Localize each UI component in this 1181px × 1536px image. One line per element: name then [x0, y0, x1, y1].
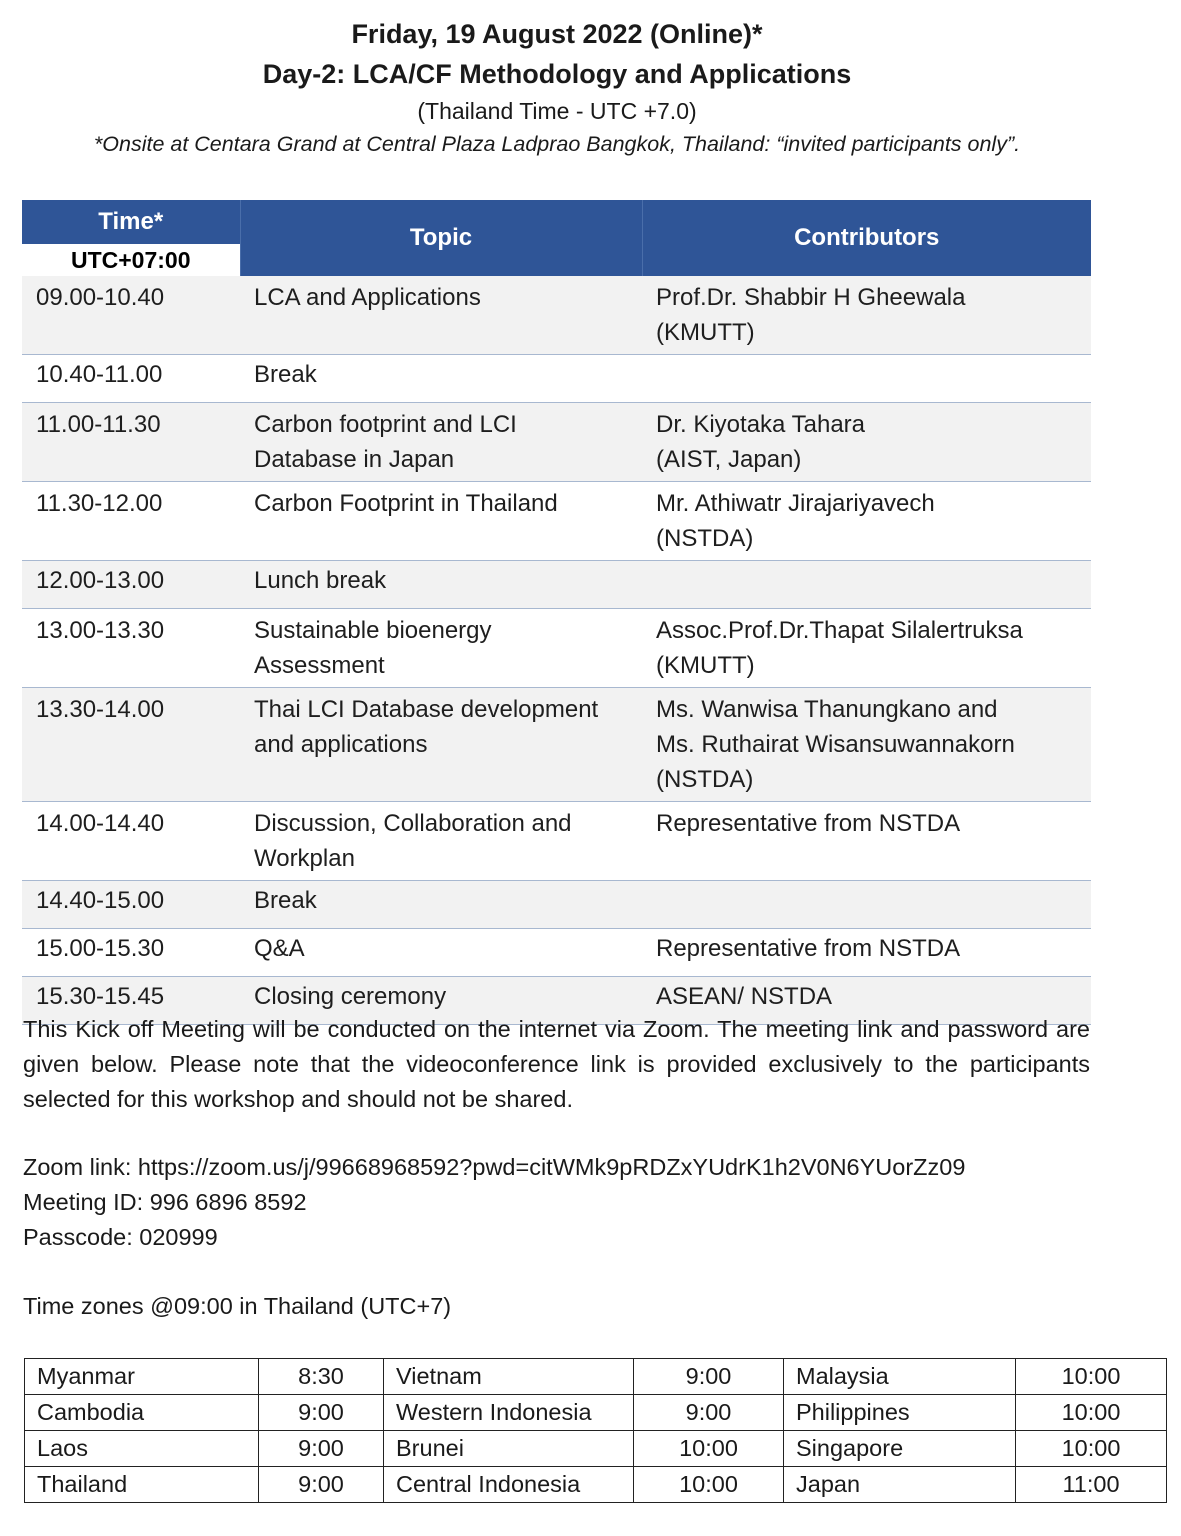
- timezone-time: 10:00: [1016, 1395, 1167, 1431]
- topic-line: Workplan: [254, 845, 355, 872]
- page-subtitle-heading: Day-2: LCA/CF Methodology and Applications: [262, 59, 852, 89]
- cell-time: 15.30-15.45: [22, 977, 240, 1025]
- topic-line: LCA and Applications: [254, 284, 481, 311]
- cell-time: 15.00-15.30: [22, 929, 240, 977]
- cell-contributors: [642, 276, 1091, 355]
- topic-line: Break: [254, 361, 317, 388]
- topic-line: Q&A: [254, 935, 305, 962]
- cell-topic: [240, 688, 642, 802]
- table-row: [22, 609, 1091, 688]
- timezone-country: Thailand: [25, 1467, 259, 1503]
- contributor-line: Assoc.Prof.Dr.Thapat Silalertruksa: [656, 617, 1023, 644]
- timezones-heading: Time zones @09:00 in Thailand (UTC+7): [23, 1293, 452, 1319]
- column-header-time: [22, 200, 240, 276]
- schedule-table: [22, 200, 1091, 1025]
- zoom-details: [23, 1150, 965, 1255]
- column-header-time-label: Time*: [98, 208, 164, 235]
- cell-time: 12.00-13.00: [22, 561, 240, 609]
- passcode: Passcode: 020999: [23, 1224, 218, 1250]
- cell-time: 13.00-13.30: [22, 609, 240, 688]
- timezone-time: 9:00: [259, 1467, 384, 1503]
- topic-line: and applications: [254, 731, 428, 758]
- cell-time: 14.40-15.00: [22, 881, 240, 929]
- timezone-country: Vietnam: [384, 1359, 634, 1395]
- zoom-link[interactable]: Zoom link: https://zoom.us/j/99668968592?pwd=citWMk9pRDZxYUdrK1h2V0N6YUorZz09: [23, 1154, 966, 1180]
- timezone-row: [25, 1359, 1167, 1395]
- cell-topic: [240, 561, 642, 609]
- table-row: [22, 561, 1091, 609]
- topic-line: Closing ceremony: [254, 983, 447, 1010]
- contributor-line: Prof.Dr. Shabbir H Gheewala: [656, 284, 966, 311]
- timezone-time: 9:00: [259, 1431, 384, 1467]
- cell-contributors: [642, 929, 1091, 977]
- timezone-time: 9:00: [634, 1395, 784, 1431]
- topic-line: Thai LCI Database development: [254, 696, 599, 723]
- contributor-line: (KMUTT): [656, 319, 755, 346]
- timezone-note: (Thailand Time - UTC +7.0): [417, 98, 697, 124]
- contributor-line: (NSTDA): [656, 766, 754, 793]
- timezone-country: Myanmar: [25, 1359, 259, 1395]
- contributor-line: Ms. Ruthairat Wisansuwannakorn: [656, 731, 1015, 758]
- table-row: [22, 403, 1091, 482]
- timezone-time: 8:30: [259, 1359, 384, 1395]
- timezone-country: Japan: [784, 1467, 1016, 1503]
- cell-time: 09.00-10.40: [22, 276, 240, 355]
- cell-contributors: [642, 688, 1091, 802]
- timezone-country: Philippines: [784, 1395, 1016, 1431]
- contributor-line: Ms. Wanwisa Thanungkano and: [656, 696, 998, 723]
- topic-line: Lunch break: [254, 567, 387, 594]
- timezones-body: [25, 1359, 1167, 1503]
- timezone-country: Cambodia: [25, 1395, 259, 1431]
- timezone-country: Malaysia: [784, 1359, 1016, 1395]
- cell-time: 10.40-11.00: [22, 355, 240, 403]
- cell-contributors: [642, 355, 1091, 403]
- timezone-country: Singapore: [784, 1431, 1016, 1467]
- timezone-country: Brunei: [384, 1431, 634, 1467]
- meeting-description: This Kick off Meeting will be conducted on the internet via Zoom. The meeting link and password are given below. Please note that the videoconference link is provided exclusively to the participants selected for this workshop and should not be shared.: [23, 1016, 1090, 1112]
- timezone-time: 11:00: [1016, 1467, 1167, 1503]
- cell-topic: [240, 482, 642, 561]
- cell-topic: [240, 802, 642, 881]
- column-header-topic: Topic: [240, 200, 642, 276]
- column-header-contributors: Contributors: [642, 200, 1091, 276]
- cell-topic: [240, 403, 642, 482]
- cell-topic: [240, 929, 642, 977]
- page-title: Friday, 19 August 2022 (Online)*: [351, 19, 763, 49]
- topic-line: Assessment: [254, 652, 385, 679]
- topic-line: Sustainable bioenergy: [254, 617, 492, 644]
- topic-line: Carbon Footprint in Thailand: [254, 490, 558, 517]
- cell-topic: [240, 276, 642, 355]
- schedule-body: [22, 276, 1091, 1025]
- contributor-line: (KMUTT): [656, 652, 755, 679]
- timezone-time: 9:00: [634, 1359, 784, 1395]
- table-row: [22, 881, 1091, 929]
- cell-contributors: [642, 403, 1091, 482]
- cell-contributors: [642, 482, 1091, 561]
- contributor-line: Representative from NSTDA: [656, 810, 961, 837]
- cell-time: 11.00-11.30: [22, 403, 240, 482]
- contributor-line: ASEAN/ NSTDA: [656, 983, 833, 1010]
- table-row: [22, 688, 1091, 802]
- cell-contributors: [642, 609, 1091, 688]
- cell-topic: [240, 609, 642, 688]
- topic-line: Database in Japan: [254, 446, 455, 473]
- timezone-row: [25, 1395, 1167, 1431]
- contributor-line: Representative from NSTDA: [656, 935, 961, 962]
- table-row: [22, 355, 1091, 403]
- timezone-row: [25, 1431, 1167, 1467]
- meeting-id: Meeting ID: 996 6896 8592: [23, 1189, 307, 1215]
- timezone-country: Central Indonesia: [384, 1467, 634, 1503]
- cell-time: 14.00-14.40: [22, 802, 240, 881]
- contributor-line: Dr. Kiyotaka Tahara: [656, 411, 866, 438]
- timezone-time: 10:00: [634, 1431, 784, 1467]
- cell-time: 13.30-14.00: [22, 688, 240, 802]
- table-row: [22, 276, 1091, 355]
- page-header: [0, 14, 1114, 160]
- cell-contributors: [642, 881, 1091, 929]
- cell-time: 11.30-12.00: [22, 482, 240, 561]
- schedule-header-row: [22, 200, 1091, 276]
- timezone-time: 10:00: [1016, 1359, 1167, 1395]
- table-row: [22, 802, 1091, 881]
- timezone-country: Western Indonesia: [384, 1395, 634, 1431]
- table-row: [22, 929, 1091, 977]
- contributor-line: Mr. Athiwatr Jirajariyavech: [656, 490, 935, 517]
- cell-topic: [240, 881, 642, 929]
- topic-line: Discussion, Collaboration and: [254, 810, 572, 837]
- timezone-country: Laos: [25, 1431, 259, 1467]
- cell-topic: [240, 355, 642, 403]
- timezone-row: [25, 1467, 1167, 1503]
- cell-contributors: [642, 561, 1091, 609]
- topic-line: Break: [254, 887, 317, 914]
- timezone-time: 9:00: [259, 1395, 384, 1431]
- topic-line: Carbon footprint and LCI: [254, 411, 517, 438]
- contributor-line: (AIST, Japan): [656, 446, 802, 473]
- contributor-line: (NSTDA): [656, 525, 754, 552]
- timezone-time: 10:00: [1016, 1431, 1167, 1467]
- column-header-time-zone: UTC+07:00: [22, 244, 240, 276]
- timezones-table: [24, 1358, 1167, 1503]
- cell-contributors: [642, 802, 1091, 881]
- table-row: [22, 482, 1091, 561]
- timezone-time: 10:00: [634, 1467, 784, 1503]
- onsite-note: *Onsite at Centara Grand at Central Plaza Ladprao Bangkok, Thailand: “invited participants only”.: [93, 132, 1021, 156]
